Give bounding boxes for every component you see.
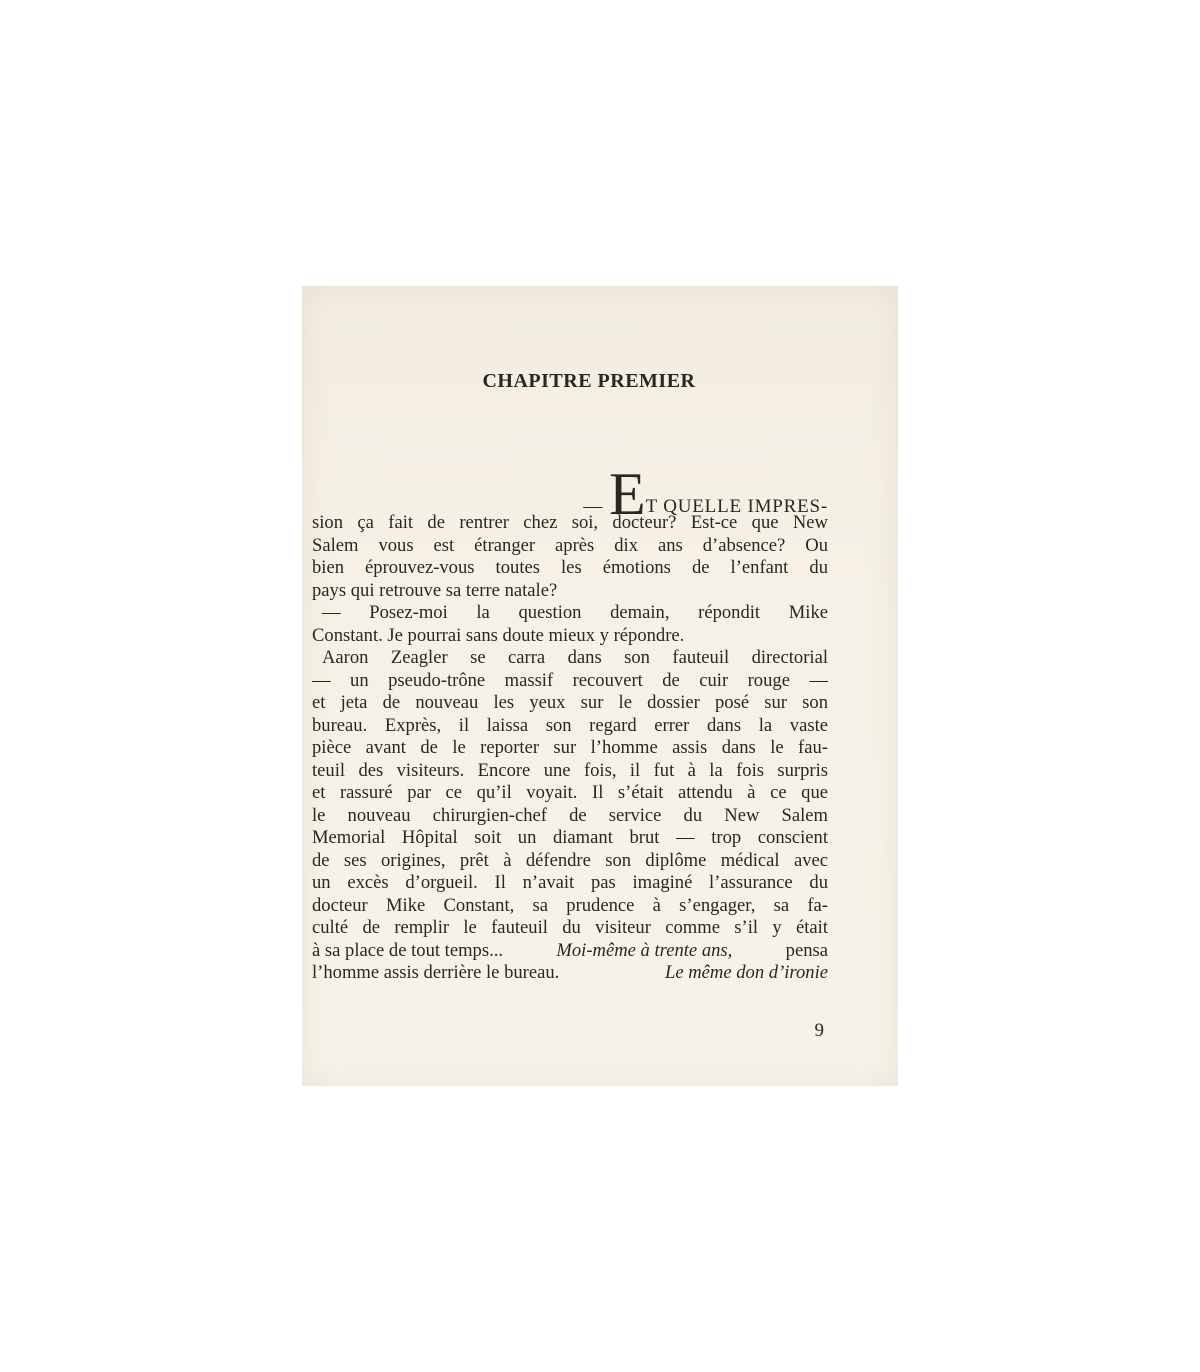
text-line: culté de remplir le fauteuil du visiteur comme s’il y était [312, 917, 828, 938]
opening-caps: T QUELLE IMPRES- [645, 496, 828, 517]
text-line: et rassuré par ce qu’il voyait. Il s’était attendu à ce que [312, 782, 828, 803]
chapter-title: CHAPITRE PREMIER [482, 370, 696, 392]
text-line: Constant. Je pourrai sans doute mieux y répondre. [312, 624, 685, 646]
book-page [302, 286, 898, 1086]
text-line: pièce avant de le reporter sur l’homme assis dans le fau- [312, 737, 828, 758]
body-text [312, 461, 828, 985]
text-line: — un pseudo-trône massif recouvert de cuir rouge — [312, 669, 828, 691]
text-line: un excès d’orgueil. Il n’avait pas imaginé l’assurance du [312, 872, 828, 893]
text-line: Aaron Zeagler se carra dans son fauteuil directorial [322, 647, 828, 668]
text-line: pays qui retrouve sa terre natale? [312, 579, 558, 601]
text-line: le nouveau chirurgien-chef de service du New Salem [312, 804, 828, 826]
text-line: docteur Mike Constant, sa prudence à s’engager, sa fa- [312, 894, 828, 916]
text-line: de ses origines, prêt à défendre son diplôme médical avec [312, 849, 828, 871]
text-line: sion ça fait de rentrer chez soi, docteur? Est-ce que New [312, 512, 828, 533]
text-segment: pensa [785, 939, 828, 961]
page-number: 9 [814, 1020, 824, 1041]
text-line: teuil des visiteurs. Encore une fois, il fut à la fois surpris [312, 759, 828, 781]
text-line: Salem vous est étranger après dix ans d’absence? Ou [312, 534, 828, 556]
text-line: Memorial Hôpital soit un diamant brut — trop conscient [312, 827, 828, 848]
italic-segment: Le même don d’ironie [664, 962, 828, 983]
drop-cap: E [608, 461, 646, 527]
text-line: et jeta de nouveau les yeux sur le dossier posé sur son [312, 692, 828, 713]
opening-dash: — [583, 496, 603, 517]
text-segment: l’homme assis derrière le bureau. [312, 962, 560, 983]
text-segment: à sa place de tout temps... [312, 939, 504, 961]
text-line: bureau. Exprès, il laissa son regard errer dans la vaste [312, 714, 828, 736]
text-line: bien éprouvez-vous toutes les émotions de l’enfant du [312, 557, 828, 578]
italic-segment: Moi-même à trente ans, [556, 939, 733, 961]
text-line-mixed [312, 962, 828, 985]
text-line-mixed [312, 940, 828, 963]
text-line: — Posez-moi la question demain, répondit Mike [322, 602, 828, 623]
